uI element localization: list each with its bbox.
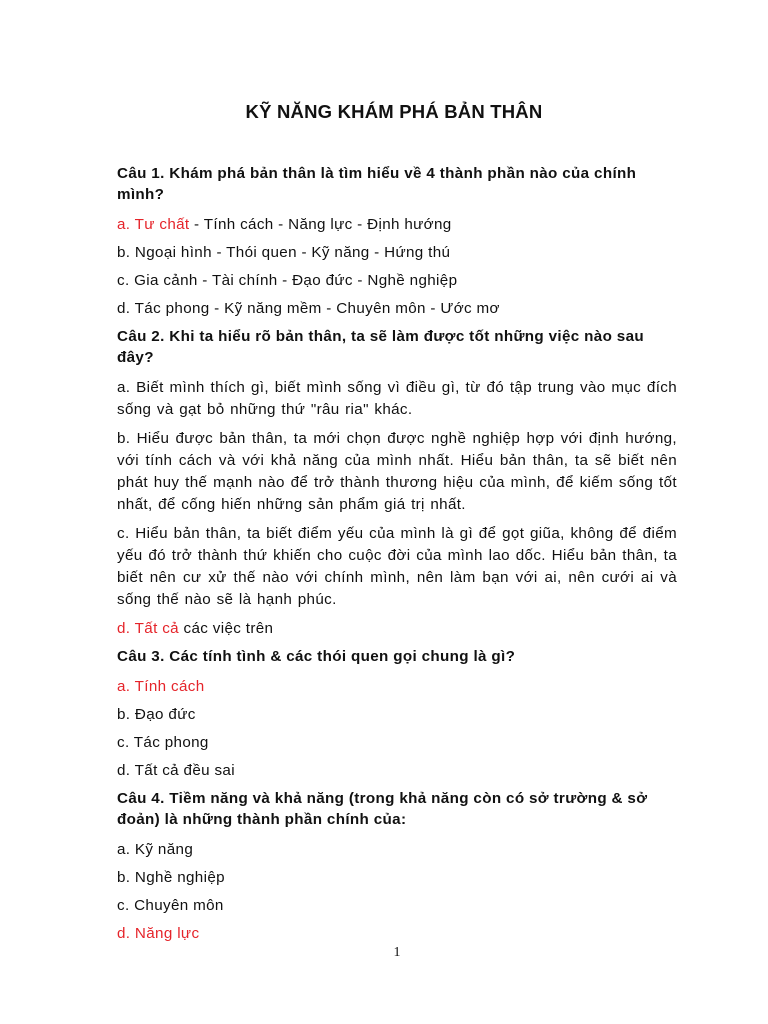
q1-option-d: d. Tác phong - Kỹ năng mềm - Chuyên môn - Ước mơ [117,300,500,317]
q2-option-d-rest: các việc trên [178,620,274,637]
question-3: Câu 3. Các tính tình & các thói quen gọi chung là gì? [117,648,516,665]
q3-option-c: c. Tác phong [117,734,209,751]
q2-option-d [117,618,677,639]
q2-option-a: a. Biết mình thích gì, biết mình sống vì điều gì, từ đó tập trung vào mục đích sống và gạt bỏ những thứ "râu ria" khác. [117,379,677,418]
q1-option-c: c. Gia cảnh - Tài chính - Đạo đức - Nghề nghiệp [117,272,458,289]
q4-option-d: d. Năng lực [117,925,200,942]
page-number: 1 [393,945,401,960]
q1-option-a-rest: - Tính cách - Năng lực - Định hướng [189,216,452,233]
q2-option-b: b. Hiểu được bản thân, ta mới chọn được nghề nghiệp hợp với định hướng, với tính cách và với khả năng của mình nhất. Hiểu bản thân, ta sẽ biết nên phát huy thế mạnh nào để trở thành thương hiệu của mình, để kiếm sống tốt nhất, để cống hiến những sản phẩm giá trị nhất. [117,430,677,513]
question-2: Câu 2. Khi ta hiểu rõ bản thân, ta sẽ làm được tốt những việc nào sau đây? [117,328,644,366]
q2-option-d-answer: d. Tất cả [117,620,179,637]
q4-option-a: a. Kỹ năng [117,841,194,858]
q2-option-c: c. Hiểu bản thân, ta biết điểm yếu của mình là gì để gọt giũa, không để điểm yếu đó trở thành thứ khiến cho cuộc đời của mình lao dốc. Hiểu bản thân, ta biết nên cư xử thế nào với chính mình, nên làm bạn với ai, nên cưới ai và sống thế nào sẽ là hạnh phúc. [117,525,677,608]
q3-option-b: b. Đạo đức [117,706,196,723]
question-1: Câu 1. Khám phá bản thân là tìm hiểu về 4 thành phần nào của chính mình? [117,165,637,203]
q1-option-b: b. Ngoại hình - Thói quen - Kỹ năng - Hứng thú [117,244,451,261]
q1-option-a [117,214,677,235]
q1-option-a-answer: a. Tư chất [117,216,190,233]
q4-option-c: c. Chuyên môn [117,897,224,914]
question-4: Câu 4. Tiềm năng và khả năng (trong khả năng còn có sở trường & sở đoản) là những thành phần chính của: [117,790,648,828]
q3-option-a: a. Tính cách [117,678,205,695]
q4-option-b: b. Nghề nghiệp [117,869,225,886]
q3-option-d: d. Tất cả đều sai [117,762,235,779]
document-title: KỸ NĂNG KHÁM PHÁ BẢN THÂN [245,101,543,122]
question-list [117,163,677,951]
